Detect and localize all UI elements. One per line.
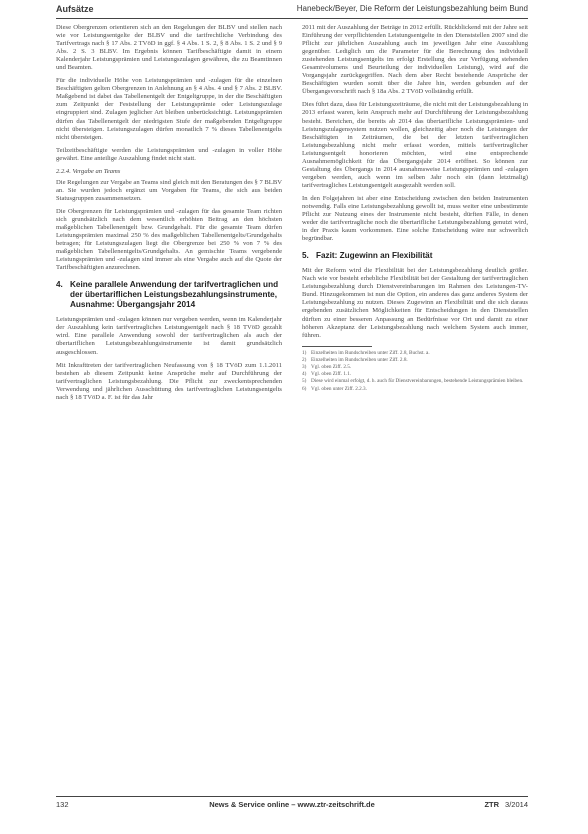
paragraph: Diese Obergrenzen orientieren sich an den Regelungen der BLBV und stellen nach wie vor Leistungsentgelte der BLBV und die tarifrechtliche Verbindung des Tarifvertrags nach § 17 Abs. 2 TVöD in ggf. § 4 Abs. 1 S. 2, § 8 Abs. 1 S. 2 und § 9 Abs. 2 S. 3 BLBV. Im Ergebnis können Tarifbeschäftigte damit in einem Kalenderjahr Leistungsprämien und Leistungszulagen gewähren, die zu Beamtinnen und Beamten. [56, 24, 282, 72]
page-header [0, 0, 588, 20]
footnote [302, 386, 528, 393]
footnote [302, 378, 528, 385]
paragraph: Leistungsprämien und -zulagen können nur vergeben werden, wenn im Kalenderjahr der Auszahlung kein tarifvertragliches Leistungsentgelt nach § 18 TVöD gezahlt wird. Eine parallele Anwendung sowohl der tarifvertraglichen als auch der übertariflichen Leistungsbezahlungsinstrumente ist damit grundsätzlich ausgeschlossen. [56, 316, 282, 356]
paragraph: 2011 mit der Auszahlung der Beträge in 2012 erfüllt. Rückblickend mit der Jahre seit Einführung der verpflichtenden Leistungsentgelte in den Dienststellen 2007 sind die Pflicht zur jährlichen Auszahlung auch im jeweiligen Jahr eine Auszahlung gegenüber. Lediglich um die Parameter für die Berechnung des individuell zustehenden Leistungsentgelts im erfolgt Erstellung des zur Verfügung stehenden Gesamtvolumens und Beurteilung der individuellen Leistung), wird auf die Vorgangsjahr zurückgegriffen. Nach dem aber Recht bestehende Ansprüche der Beschäftigten wurden somit über die Jahre hin, werden gebunden auf der Übergangsvorschrift nach § 18a Abs. 2 TVöD vollständig erfüllt. [302, 24, 528, 96]
footnote-number: 3) [302, 364, 307, 371]
page-number: 132 [56, 800, 69, 809]
running-title: Hanebeck/Beyer, Die Reform der Leistungsbezahlung beim Bund [296, 4, 528, 13]
footnote-text: Einzelheiten im Rundschreiben unter Ziff. 2.8. [311, 356, 408, 363]
paragraph: In den Folgejahren ist aber eine Entscheidung zwischen den beiden Instrumenten notwendig. Falls eine Leistungsbezahlung gewollt ist, muss weiter eine unbestimmte Pflicht zur Nutzung eines der Instrumente nicht besteht, dürften Fälle, in denen weder die tarifvertragliche noch die übertarifliche Leistungsbezahlung genutzt wird, in der Praxis kaum vorkommen. Eine solche Entscheidung wäre nur schwerlich begründbar. [302, 194, 528, 243]
paragraph: Für die individuelle Höhe von Leistungsprämien und -zulagen für die einzelnen Beschäftigten gelten Obergrenzen in Anlehnung an § 4 Abs. 4 und § 7 Abs. 2 BLBV. Maßgebend ist dabei das Tabellenentgelt der Entgeltgruppe, in der die Beschäftigten zum Zeitpunkt der Feststellung der Leistungsprämie oder Leistungszulage eingruppiert sind. Zulagen jeglicher Art bleiben unberücksichtigt. Leistungsprämien dürfen das Tabellenentgelt der niedrigsten Stufe der maßgebenden Entgeltgruppe nicht übersteigen. Leistungszulagen dürfen monatlich 7 % dieses Tabellenentgelts nicht übersteigen. [56, 77, 282, 141]
footnote-number: 6) [302, 385, 307, 392]
journal-logo: ZTR [484, 800, 500, 809]
page-footer [56, 796, 528, 812]
footnote-text: Vgl. oben Ziff. 2.5. [311, 364, 352, 371]
footnote-number: 5) [302, 378, 307, 385]
section-heading [302, 251, 528, 261]
footnote [302, 357, 528, 364]
footnote-text: Diese wird einmal erfolgt, d. h. auch für Dienstvereinbarungen, bestehende Leistungsprämien bleiben. [311, 378, 524, 385]
footer-website: News & Service online – www.ztr-zeitschrift.de [209, 800, 375, 809]
footnote [302, 350, 528, 357]
footnote-text: Vgl. oben unter Ziff. 2.2.3. [311, 385, 367, 392]
paragraph: Teilzeitbeschäftigte werden die Leistungsprämien und -zulagen in voller Höhe gewährt. Eine anteilige Auszahlung findet nicht statt. [56, 146, 282, 162]
section-number: 4. [56, 280, 63, 290]
issue-number: 3/2014 [505, 800, 528, 809]
footer-rule [56, 796, 528, 797]
section-label: Aufsätze [56, 4, 94, 14]
paragraph: Die Obergrenzen für Leistungsprämien und -zulagen für das gesamte Team richten sich grundsätzlich nach dem wesentlich erhöhten Beitrag an den höchsten maßgeblichen Tabellenentgelt bzw. Grundgehalt. Für die gesamte Team dürfen Leistungsprämien maximal 250 % des maßgeblichen Tabellenentgelts/Grundgehalts betragen; für Leistungszulagen liegt die Obergrenze bei 250 % von 7 % des maßgeblichen Tabellenentgelts/Grundgehalts. An gemischte Teams vergebende Leistungsprämien und -zulagen sind immer als eine Vergabe auch auf die Quote der Tarifbeschäftigten anzurechnen. [56, 207, 282, 272]
footnote-number: 2) [302, 356, 307, 363]
section-heading-text: Keine parallele Anwendung der tarifvertraglichen und der übertariflichen Leistungsbezahlungsinstrumente, Ausnahme: Übergangsjahr 2014 [70, 280, 279, 310]
footnote-number: 4) [302, 371, 307, 378]
footnote-rule [302, 346, 372, 347]
paragraph: Mit Inkrafttreten der tarifvertraglichen Neufassung von § 18 TVöD zum 1.1.2011 bestehen ab diesem Zeitpunkt keine Ansprüche mehr auf Durchführung der tarifvertraglichen Leistungsbezahlung. Die Pflicht zur zweckentsprechenden Verwendung und jährlichen Ausschüttung des tarifvertraglichen Leistungsentgelts nach § 18 TVöD a. F. ist für das Jahr [56, 361, 282, 401]
footnote-text: Einzelheiten im Rundschreiben unter Ziff. 2.8, Buchst. a. [311, 349, 430, 356]
footnotes [302, 350, 528, 393]
section-heading-text: Fazit: Zugewinn an Flexibilität [316, 251, 433, 261]
right-column [302, 24, 528, 393]
left-column [56, 24, 282, 407]
paragraph: Die Regelungen zur Vergabe an Teams sind gleich mit den Beratungen des § 7 BLBV an. Sie wurden jedoch ergänzt um Vorgaben für Teams, die sich aus beiden Statusgruppen zusammensetzen. [56, 178, 282, 202]
section-number: 5. [302, 251, 309, 261]
footnote-number: 1) [302, 349, 307, 356]
header-rule [56, 18, 528, 19]
paragraph: Dies führt dazu, dass für Leistungszeiträume, die nicht mit der Leistungsbezahlung in 2013 erfasst waren, kein Anspruch mehr auf Durchführung der Leistungsbezahlung besteht. Bereichen, die bereits ab 2014 das übertarifliche Leistungsprämien- und Leistungszulagensystem nutzen wollen, gleichzeitig aber noch die Leistungen der Beschäftigten in Zeiträumen, die bei der letzten tarifvertraglichen Leistungsbezahlung nicht mehr erfasst worden, mittels tarifvertraglicher Leistungsentgelt honorieren möchten, wird eine entsprechende Ausnahmemöglichkeit für das Übergangsjahr 2014 eröffnet. So können zur Gestaltung des Übergangs in 2014 ausnahmsweise Leistungsprämien und -zulagen vergeben werden, auch wenn im selben Jahr noch ein (dann letztmalig) tarifvertragliches Leistungsentgelt ausgezahlt werden soll. [302, 101, 528, 189]
paragraph: Mit der Reform wird die Flexibilität bei der Leistungsbezahlung deutlich größer. Nach wie vor besteht erhebliche Flexibilität bei der Gestaltung der tarifvertraglichen Leistungsbezahlung durch Dienstvereinbarungen im Rahmen des Leistungen-TV-Bund. Hinzugekommen ist nun die Option, ein anderes das ganz anderes System der Leistungsbezahlung zu nutzen. Dieses Zugewinn an Flexibilität und die sich daraus ergebenden zusätzlichen Möglichkeiten für Entscheidungen in den Dienststellen dürften zu einer besseren Anpassung an Bedürfnisse vor Ort und damit zu einer höheren Akzeptanz der Leistungsbezahlung nach welchem System auch immer, führen. [302, 267, 528, 339]
footnote-text: Vgl. oben Ziff. 1.1. [311, 371, 352, 378]
section-heading [56, 280, 282, 310]
issue-info [484, 800, 528, 809]
subsection-title: 2.2.4. Vergabe an Teams [56, 167, 121, 175]
